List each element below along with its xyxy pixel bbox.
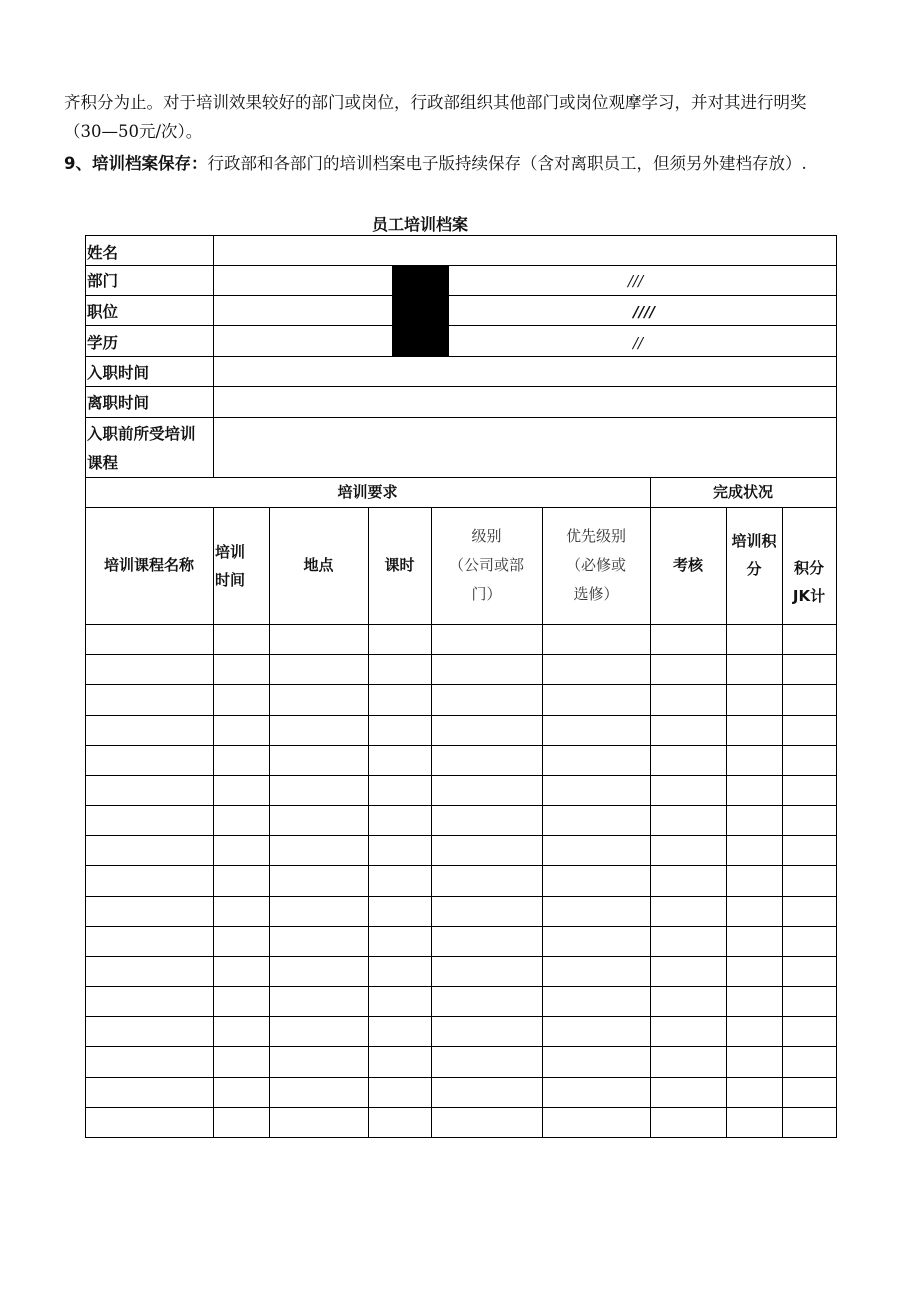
table-rule <box>213 235 214 478</box>
col-location: 地点 <box>303 556 334 574</box>
col-priority: 优先级别 （必修或 选修） <box>565 527 626 603</box>
table-rule <box>85 986 837 987</box>
table-rule <box>85 684 837 685</box>
table-rule <box>85 1046 837 1047</box>
table-rule <box>85 265 837 266</box>
table-rule <box>85 956 837 957</box>
label-hire-date: 入职时间 <box>87 364 150 382</box>
intro-line-1: 齐积分为止。对于培训效果较好的部门或岗位，行政部组织其他部门或岗位观摩学习，并对其进行明奖 <box>64 93 807 112</box>
table-rule <box>85 1016 837 1017</box>
header-completion: 完成状况 <box>712 482 773 501</box>
table-rule <box>85 654 837 655</box>
intro-line-2: （30—50元/次）。 <box>64 122 203 141</box>
table-rule <box>85 356 837 357</box>
label-prior-training-cont: 课程 <box>87 454 119 472</box>
table-rule <box>85 417 837 418</box>
table-rule <box>85 805 837 806</box>
table-rule <box>85 1077 837 1078</box>
label-department: 部门 <box>87 272 119 290</box>
table-rule <box>85 295 837 296</box>
department-mark: /// <box>628 272 644 290</box>
col-hours: 课时 <box>384 556 415 574</box>
label-leave-date: 离职时间 <box>87 394 150 412</box>
table-rule <box>85 1107 837 1108</box>
table-rule <box>85 624 837 625</box>
redaction-block <box>392 266 449 356</box>
item-9-label: 9、培训档案保存： <box>64 154 208 173</box>
table-rule <box>85 865 837 866</box>
education-mark: // <box>633 334 644 352</box>
table-rule <box>85 835 837 836</box>
label-position: 职位 <box>87 303 119 321</box>
col-points: 培训积 分 <box>731 532 777 578</box>
label-education: 学历 <box>87 334 119 352</box>
col-level: 级别 （公司或部 门） <box>448 527 524 603</box>
form-title: 员工培训档案 <box>371 215 468 234</box>
item-9-text: 行政部和各部门的培训档案电子版持续保存（含对离职员工，但须另外建档存放）. <box>207 154 807 173</box>
table-rule <box>85 386 837 387</box>
table-rule <box>85 745 837 746</box>
col-assessment: 考核 <box>672 556 703 574</box>
table-rule <box>85 235 837 236</box>
col-cumulative: 积分 JK计 <box>792 559 826 605</box>
header-requirements: 培训要求 <box>337 482 398 501</box>
table-rule <box>85 715 837 716</box>
label-prior-training: 入职前所受培训 <box>87 425 196 443</box>
table-rule <box>85 775 837 776</box>
table-rule <box>85 896 837 897</box>
table-rule <box>85 325 837 326</box>
col-time: 培训 时间 <box>215 542 246 589</box>
table-rule <box>85 235 86 1138</box>
table-rule <box>85 1137 837 1138</box>
table-rule <box>85 926 837 927</box>
position-mark: //// <box>633 303 655 321</box>
label-name: 姓名 <box>87 244 119 262</box>
col-course-name: 培训课程名称 <box>103 556 194 574</box>
table-rule <box>836 235 837 1138</box>
item-9 <box>64 153 807 175</box>
